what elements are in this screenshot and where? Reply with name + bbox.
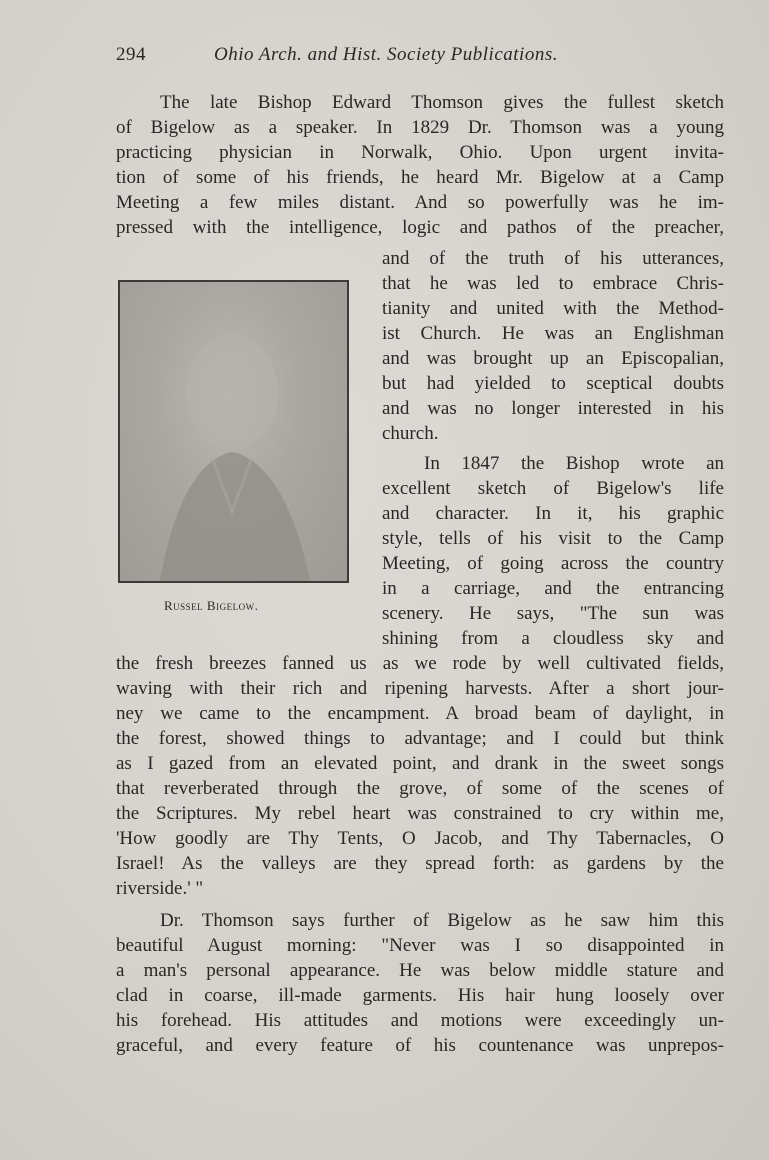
page-number: 294 bbox=[116, 44, 146, 65]
text-line: style, tells of his visit to the Camp bbox=[382, 528, 724, 549]
portrait-photo bbox=[118, 280, 349, 583]
text-line: church. bbox=[382, 423, 439, 444]
text-line: and of the truth of his utterances, bbox=[382, 248, 724, 269]
text-line: ney we came to the encampment. A broad beam of daylight, in bbox=[116, 703, 724, 724]
text-line: 'How goodly are Thy Tents, O Jacob, and Thy Tabernacles, O bbox=[116, 828, 724, 849]
text-line: The late Bishop Edward Thomson gives the fullest sketch bbox=[160, 92, 724, 113]
text-line: ist Church. He was an Englishman bbox=[382, 323, 724, 344]
text-line: excellent sketch of Bigelow's life bbox=[382, 478, 724, 499]
text-line: that he was led to embrace Chris- bbox=[382, 273, 724, 294]
text-line: the Scriptures. My rebel heart was constrained to cry within me, bbox=[116, 803, 724, 824]
text-line: Meeting, of going across the country bbox=[382, 553, 724, 574]
text-line: waving with their rich and ripening harvests. After a short jour- bbox=[116, 678, 724, 699]
text-line: tion of some of his friends, he heard Mr. Bigelow at a Camp bbox=[116, 167, 724, 188]
text-line: Dr. Thomson says further of Bigelow as he saw him this bbox=[160, 910, 724, 931]
text-line: of Bigelow as a speaker. In 1829 Dr. Thomson was a young bbox=[116, 117, 724, 138]
text-line: pressed with the intelligence, logic and pathos of the preacher, bbox=[116, 217, 724, 238]
text-line: his forehead. His attitudes and motions were exceedingly un- bbox=[116, 1010, 724, 1031]
text-line: shining from a cloudless sky and bbox=[382, 628, 724, 649]
text-line: and was no longer interested in his bbox=[382, 398, 724, 419]
text-line: a man's personal appearance. He was below middle stature and bbox=[116, 960, 724, 981]
running-header bbox=[116, 44, 636, 74]
text-line: as I gazed from an elevated point, and drank in the sweet songs bbox=[116, 753, 724, 774]
running-title: Ohio Arch. and Hist. Society Publications. bbox=[214, 44, 558, 65]
text-line: In 1847 the Bishop wrote an bbox=[424, 453, 724, 474]
text-line: Meeting a few miles distant. And so powerfully was he im- bbox=[116, 192, 724, 213]
portrait-figure bbox=[120, 282, 347, 581]
text-line: riverside.' " bbox=[116, 878, 204, 899]
text-line: the forest, showed things to advantage; and I could but think bbox=[116, 728, 724, 749]
text-line: and was brought up an Episcopalian, bbox=[382, 348, 724, 369]
text-line: Israel! As the valleys are they spread forth: as gardens by the bbox=[116, 853, 724, 874]
text-line: graceful, and every feature of his countenance was unprepos- bbox=[116, 1035, 724, 1056]
text-line: that reverberated through the grove, of some of the scenes of bbox=[116, 778, 724, 799]
text-line: tianity and united with the Method- bbox=[382, 298, 724, 319]
text-line: but had yielded to sceptical doubts bbox=[382, 373, 724, 394]
text-line: practicing physician in Norwalk, Ohio. Upon urgent invita- bbox=[116, 142, 724, 163]
text-line: in a carriage, and the entrancing bbox=[382, 578, 724, 599]
text-line: and character. In it, his graphic bbox=[382, 503, 724, 524]
text-line: beautiful August morning: "Never was I so disappointed in bbox=[116, 935, 724, 956]
portrait-caption: Russel Bigelow. bbox=[164, 598, 259, 613]
text-line: scenery. He says, "The sun was bbox=[382, 603, 724, 624]
text-line: clad in coarse, ill-made garments. His hair hung loosely over bbox=[116, 985, 724, 1006]
text-line: the fresh breezes fanned us as we rode by well cultivated fields, bbox=[116, 653, 724, 674]
